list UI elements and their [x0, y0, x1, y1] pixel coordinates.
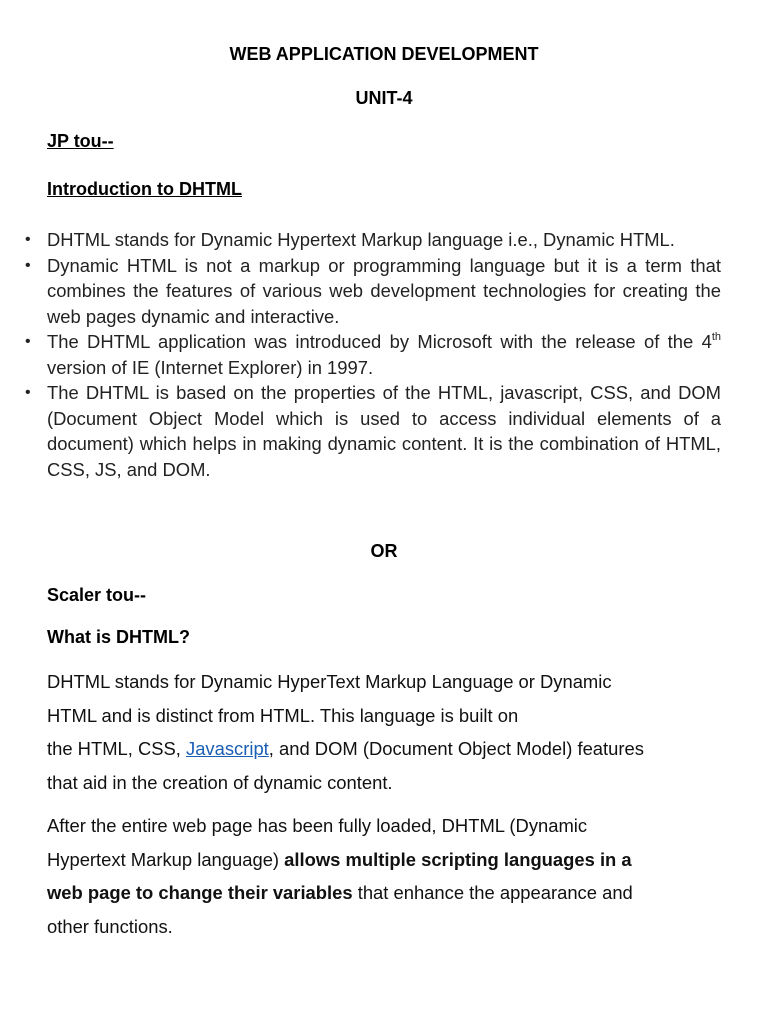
list-item	[47, 253, 721, 330]
line-text: Hypertext Markup language)	[47, 848, 285, 870]
bullet-text: DHTML stands for Dynamic Hypertext Markup language i.e., Dynamic HTML.	[47, 229, 675, 250]
list-item	[47, 227, 721, 253]
document-title: WEB APPLICATION DEVELOPMENT	[229, 44, 539, 64]
list-item	[47, 329, 721, 380]
scripting-paragraph	[47, 809, 737, 943]
paragraph-line: that aid in the creation of dynamic content.	[47, 771, 393, 793]
line-text: that enhance the appearance and	[352, 882, 633, 903]
bullet-text: version of IE (Internet Explorer) in 1997.	[47, 356, 374, 378]
or-separator: OR	[370, 541, 398, 561]
unit-heading: UNIT-4	[355, 88, 413, 108]
intro-heading: Introduction to DHTML	[47, 179, 242, 199]
line-text: the HTML, CSS,	[47, 738, 186, 759]
bold-text: allows multiple scripting languages in a	[284, 848, 632, 870]
bullet-text: Dynamic HTML is not a markup or programming language but it is a term that combines the features of various web development technologies for creating the web pages dynamic and interactive.	[47, 254, 721, 327]
paragraph-line	[47, 732, 737, 766]
paragraph-line: other functions.	[47, 915, 173, 937]
source-label-jp: JP tou--	[47, 131, 114, 151]
paragraph-line	[47, 876, 737, 910]
paragraph-line: After the entire web page has been fully loaded, DHTML (Dynamic	[47, 815, 588, 836]
javascript-link[interactable]: Javascript	[186, 738, 269, 759]
dhtml-bullet-list	[47, 227, 721, 482]
list-item	[47, 380, 721, 482]
what-heading: What is DHTML?	[47, 627, 190, 647]
superscript: th	[711, 331, 721, 343]
bullet-text: The DHTML application was introduced by Microsoft with the release of the 4	[47, 331, 712, 352]
bold-text: web page to change their variables	[47, 882, 353, 903]
paragraph-line: HTML and is distinct from HTML. This language is built on	[47, 704, 519, 726]
definition-paragraph	[47, 665, 737, 799]
paragraph-line: DHTML stands for Dynamic HyperText Markup Language or Dynamic	[47, 671, 612, 692]
bullet-text: The DHTML is based on the properties of the HTML, javascript, CSS, and DOM (Document Object Model which is used to access individual elements of a document) which helps in making dynamic content. It is the combination of HTML, CSS, JS, and DOM.	[47, 382, 721, 480]
source-label-scaler: Scaler tou--	[47, 585, 147, 605]
line-text: , and DOM (Document Object Model) features	[268, 738, 644, 759]
paragraph-line	[47, 843, 737, 877]
